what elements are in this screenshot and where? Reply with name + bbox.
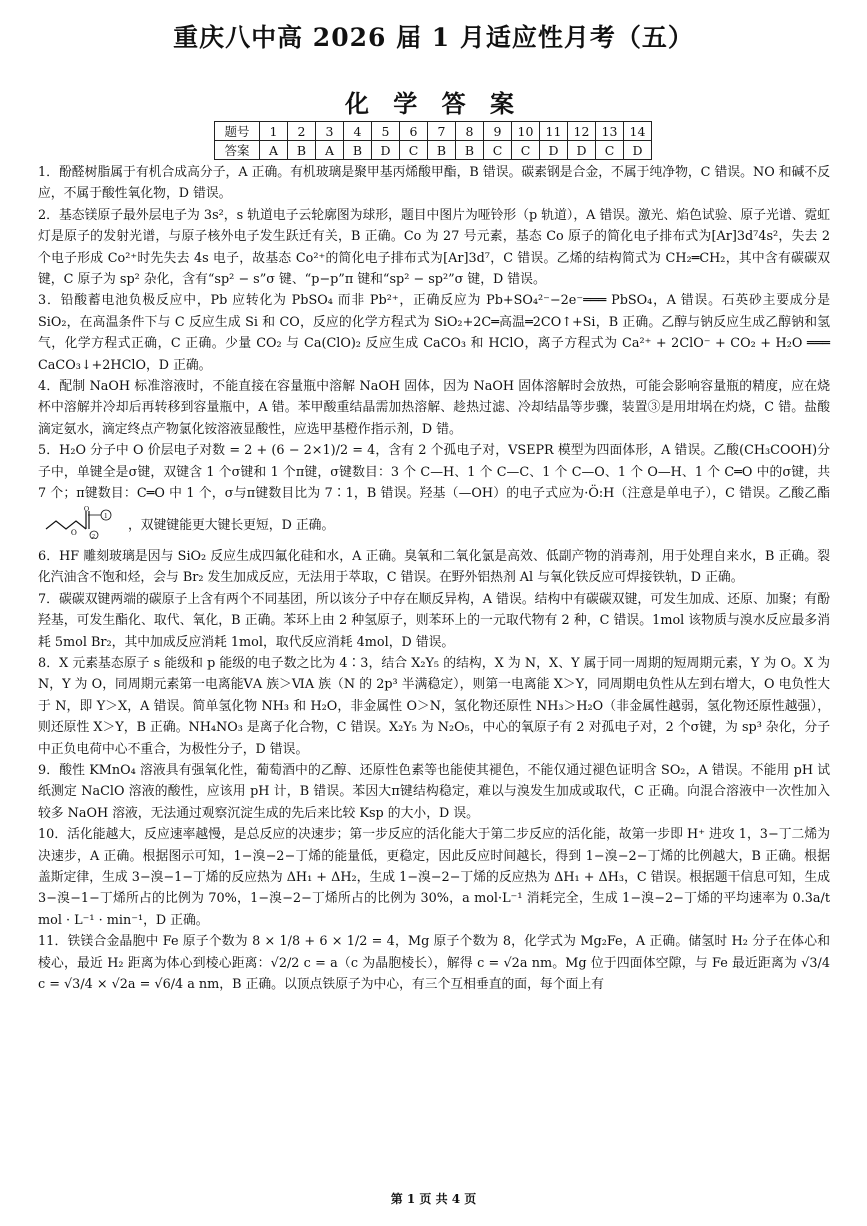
page-subtitle: 化 学 答 案 [344,89,523,118]
question-number: 14 [624,122,652,141]
svg-text:O: O [84,504,90,513]
explanation-item-2: 2．基态镁原子最外层电子为 3s²，s 轨道电子云轮廓图为球形，题目中图片为哑铃形（p 轨道），A 错误。激光、焰色试验、原子光谱、霓虹灯是原子的发射光谱，与原子核外电子发生跃迁有关，B 正确。Co 为 27 号元素，基态 Co 原子的简化电子排布式为[Ar]3d⁷4s²，失去 2 个电子形成 Co²⁺时先失去 4s 电子，故基态 Co²⁺的简化电子排布式为[Ar]3d⁷，C 错误。乙烯的结构简式为 CH₂═CH₂，其中含有碳碳双键，C 原子为 sp² 杂化，含有“sp² − s”σ 键、“p−p”π 键和“sp² − sp²”σ 键，D 错误。 [38,207,830,288]
question-number: 11 [540,122,568,141]
answer-table-row-label: 题号 [215,122,260,141]
explanation-item-4: 4．配制 NaOH 标准溶液时，不能直接在容量瓶中溶解 NaOH 固体，因为 NaOH 固体溶解时会放热，可能会影响容量瓶的精度，应在烧杯中溶解并冷却后再转移到容量瓶中，A 错。苯甲酸重结晶需加热溶解、趁热过滤、冷却结晶等步骤，装置③是用坩埚在灼烧，C 错。盐酸滴定氨水，滴定终点产物氯化铵溶液显酸性，应选甲基橙作指示剂，D 错。 [38,379,830,437]
page-number: 第 1 页 共 4 页 [390,1192,477,1206]
question-number: 4 [344,122,372,141]
explanation-item-7: 7．碳碳双键两端的碳原子上含有两个不同基团，所以该分子中存在顺反异构，A 错误。结构中有碳碳双键，可发生加成、还原、加聚；有酚羟基，可发生酯化、取代、氧化，B 正确。苯环上由 2 种氢原子，则苯环上的一元取代物有 2 种，C 错误。1mol 该物质与溴水反应最多消耗 5mol Br₂，其中加成反应消耗 1mol，取代反应消耗 4mol，D 错误。 [38,591,830,650]
explanation-item-5 [38,440,830,546]
answer-cell: D [568,141,596,160]
svg-text:1: 1 [104,511,108,520]
answer-cell: C [484,141,512,160]
explanation-item-6: 6．HF 雕刻玻璃是因与 SiO₂ 反应生成四氟化硅和水，A 正确。臭氧和二氧化氯是高效、低副产物的消毒剂，用于处理自来水，B 正确。裂化汽油含不饱和烃，会与 Br₂ 发生加成反应，无法用于萃取，C 错误。在野外铝热剂 Al 与氧化铁反应可焊接铁轨，D 正确。 [38,548,830,586]
ester-skeleton-icon [44,505,122,539]
explanation-item-11: 11．铁镁合金晶胞中 Fe 原子个数为 8 × 1/8 + 6 × 1/2 = 4，Mg 原子个数为 8，化学式为 Mg₂Fe，A 正确。储氢时 H₂ 分子在体心和棱心，最近 H₂ 距离为体心到棱心距离：√2/2 c = a（c 为晶胞棱长），解得 c = √2a nm。Mg 位于四面体空隙，与 Fe 最近距离为 √3/4 c = √3/4 × √2a = √6/4 a nm，B 正确。以顶点铁原子为中心，有三个互相垂直的面，每个面上有 [38,934,830,993]
answer-cell: A [316,141,344,160]
answer-table-answer-row [215,141,652,160]
explanation-item-10: 10．活化能越大，反应速率越慢，是总反应的决速步；第一步反应的活化能大于第二步反应的活化能，故第一步即 H⁺ 进攻 1，3−丁二烯为决速步，A 正确。根据图示可知，1−溴−2−丁烯的能量低，更稳定，因此反应时间越长，得到 1−溴−2−丁烯的比例越大，B 正确。根据盖斯定律，生成 3−溴−1−丁烯的反应热为 ΔH₁ + ΔH₂，生成 1−溴−2−丁烯的反应热为 ΔH₁ + ΔH₃，C 错误。根据题干信息可知，生成 3−溴−1−丁烯所占的比例为 70%，1−溴−2−丁烯所占的比例为 30%，a mol·L⁻¹ 消耗完全，生成 1−溴−2−丁烯的平均速率为 0.3a/t mol · L⁻¹ · min⁻¹，D 正确。 [38,827,830,928]
answer-cell: D [540,141,568,160]
explanation-item-8: 8．X 元素基态原子 s 能级和 p 能级的电子数之比为 4∶3，结合 X₂Y₅ 的结构，X 为 N，X、Y 属于同一周期的短周期元素，Y 为 O。X 为 N，Y 为 O，同周期元素第一电离能ⅤA 族＞ⅥA 族（N 的 2p³ 半满稳定），则第一电离能 X＞Y，同周期电负性从左到右增大，O 电负性大于 N，即 Y＞X，A 错误。简单氢化物 NH₃ 和 H₂O，非金属性 O＞N，氢化物还原性 NH₃＞H₂O（非金属性越弱，氢化物还原性越强），则还原性 X＞Y，B 正确。NH₄NO₃ 是离子化合物，C 错误。X₂Y₅ 为 N₂O₅，中心的氧原子有 2 对孤电子对，2 个σ键，为 sp³ 杂化，分子中正负电荷中心不重合，为极性分子，D 错误。 [38,655,830,757]
ethyl-acetate-structure-diagram [44,505,122,546]
explanation-item-3: 3．铅酸蓄电池负极反应中，Pb 应转化为 PbSO₄ 而非 Pb²⁺，正确反应为 Pb+SO₄²⁻−2e⁻═══ PbSO₄，A 错误。石英砂主要成分是 SiO₂，在高温条件下与 C 反应生成 Si 和 CO，反应的化学方程式为 SiO₂+2C═高温═2CO↑+Si，B 正确。乙醇与钠反应生成乙醇钠和氢气，化学方程式正确，C 正确。少量 CO₂ 与 Ca(ClO)₂ 反应生成 CaCO₃ 和 HClO，离子方程式为 Ca²⁺ + 2ClO⁻ + CO₂ + H₂O ═══ CaCO₃↓+2HClO，D 正确。 [38,293,830,373]
answer-cell: D [624,141,652,160]
question-number: 3 [316,122,344,141]
question-number: 6 [400,122,428,141]
answer-table-number-row [215,122,652,141]
question-number: 13 [596,122,624,141]
answer-table-row-label: 答案 [215,141,260,160]
question-number: 10 [512,122,540,141]
question-number: 5 [372,122,400,141]
question-number: 7 [428,122,456,141]
page-title: 重庆八中高 2026 届 1 月适应性月考（五） [173,23,694,52]
answer-table [214,121,652,160]
answer-cell: C [400,141,428,160]
svg-text:2: 2 [92,533,95,539]
explanation-item-1: 1．酚醛树脂属于有机合成高分子，A 正确。有机玻璃是聚甲基丙烯酸甲酯，B 错误。碳素钢是合金，不属于纯净物，C 错误。NO 和碱不反应，不属于酸性氧化物，D 错误。 [38,165,830,202]
answer-cell: B [344,141,372,160]
explanation-item-5-text: 5．H₂O 分子中 O 价层电子对数 = 2 + (6 − 2×1)/2 = 4，含有 2 个孤电子对，VSEPR 模型为四面体形，A 错误。乙酸(CH₃COOH)分子中，单键全是σ键，双键含 1 个σ键和 1 个π键，σ键数目：3 个 C—H、1 个 C—C、1 个 C—O、1 个 O—H、1 个 C═O 中的σ键，共 7 个；π键数目：C═O 中 1 个，σ与π键数目比为 7∶1，B 错误。羟基（—OH）的电子式应为·Ö:H（注意是单电子），C 错误。乙酸乙酯 [38,443,830,502]
answer-cell: A [260,141,288,160]
explanation-item-5-tail: ，双键键能更大键长更短，D 正确。 [128,517,335,533]
answer-cell: B [428,141,456,160]
question-number: 8 [456,122,484,141]
answer-cell: C [512,141,540,160]
svg-text:O: O [71,527,77,537]
answer-cell: B [288,141,316,160]
answer-cell: B [456,141,484,160]
question-number: 12 [568,122,596,141]
question-number: 1 [260,122,288,141]
question-number: 9 [484,122,512,141]
explanation-item-9: 9．酸性 KMnO₄ 溶液具有强氧化性，葡萄酒中的乙醇、还原性色素等也能使其褪色，不能仅通过褪色证明含 SO₂，A 错误。不能用 pH 试纸测定 NaClO 溶液的酸性，应该用 pH 计，B 错误。苯因大π键结构稳定，难以与溴发生加成或取代，C 正确。向混合溶液中一次性加入较多 NaOH 溶液，无法通过观察沉淀生成的先后来比较 Ksp 的大小，D 误。 [38,762,830,821]
answer-cell: D [372,141,400,160]
answer-cell: C [596,141,624,160]
answer-explanations [38,162,830,995]
question-number: 2 [288,122,316,141]
